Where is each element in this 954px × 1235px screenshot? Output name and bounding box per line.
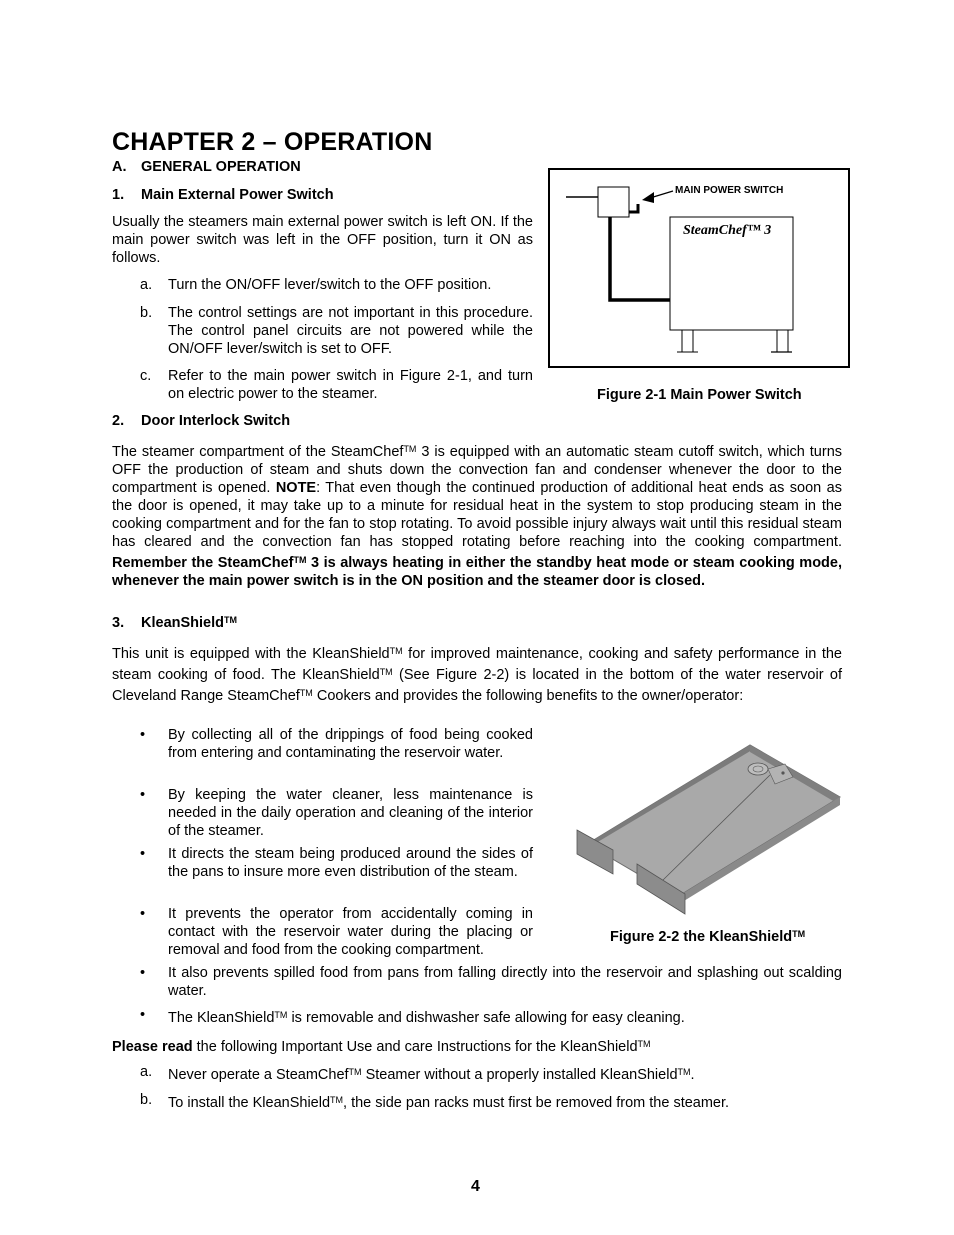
warning-text: Remember the SteamChef™ 3 is always heating in either the standby heat mode or steam cooking mode, whenever the main power switch is in the ON position and the steamer door is closed. — [112, 555, 843, 589]
step-marker: a. — [140, 277, 153, 293]
step-text: The control settings are not important in this procedure. The control panel circuits are not powered while the ON/OFF lever/switch is set to OFF. — [168, 305, 533, 357]
bullet-icon: • — [140, 1007, 146, 1023]
chapter-title: CHAPTER 2 – OPERATION — [112, 128, 433, 156]
step-marker: b. — [140, 305, 153, 321]
figure-kleanshield — [575, 742, 843, 917]
step-marker: a. — [140, 1064, 153, 1080]
please-read-paragraph: Please read the following Important Use and care Instructions for the KleanShield™ — [112, 1039, 651, 1055]
section-a-title: GENERAL OPERATION — [141, 159, 301, 175]
figure-main-power-switch — [548, 168, 850, 368]
section-3-number: 3. — [112, 615, 125, 631]
section-1-number: 1. — [112, 187, 125, 203]
page-number: 4 — [471, 1178, 480, 1195]
figure-2-1-caption: Figure 2-1 Main Power Switch — [597, 387, 802, 403]
section-a-label: A. — [112, 159, 127, 175]
section-2-title: Door Interlock Switch — [141, 413, 291, 429]
bullet-icon: • — [140, 727, 146, 743]
section-2-number: 2. — [112, 413, 125, 429]
note-label: NOTE — [275, 480, 317, 496]
section-3-title: KleanShield — [141, 615, 224, 631]
step-text: Turn the ON/OFF lever/switch to the OFF position. — [168, 277, 492, 293]
figure-2-2-caption: Figure 2-2 the KleanShield™ — [610, 929, 806, 945]
bullet-icon: • — [140, 787, 146, 803]
section-2-paragraph: The steamer compartment of the SteamChef™ 3 is equipped with an automatic steam cutoff switch, which turns OFF the production of steam and shuts down the convection fan and condenser whenever the door to the compartment is opened. NOTE: That even though the continued production of additional heat ends as soon as the door is opened, it may take up to a minute for residual heat in the system to stop producing steam in the cooking compartment and for the fan to stop rotating. To avoid possible injury always wait until this residual steam has cleared and the convection fan has stopped rotating before reaching into the cooking compartment. Remember the SteamChef™ 3 is always heating in either the standby heat mode or steam cooking mode, whenever the main power switch is in the ON position and the steamer door is closed. — [112, 444, 843, 589]
step-marker: b. — [140, 1092, 153, 1108]
bullet-icon: • — [140, 846, 146, 862]
section-1-heading — [112, 187, 334, 203]
bullet-icon: • — [140, 965, 146, 981]
steamchef-unit-label: SteamChef™ 3 — [683, 223, 772, 238]
kleanshield-tray-icon — [575, 742, 843, 917]
section-2-heading — [112, 413, 290, 429]
section-3-heading: 3. KleanShield™ — [112, 615, 237, 631]
main-power-switch-label: MAIN POWER SWITCH — [675, 185, 784, 196]
section-a-heading — [112, 159, 301, 175]
section-1-title: Main External Power Switch — [141, 187, 334, 203]
section-3-intro: This unit is equipped with the KleanShield™ for improved maintenance, cooking and safety performance in the steam cooking of food. The KleanShield™ (See Figure 2-2) is located in the bottom of the water reservoir of Cleveland Range SteamChef™ Cookers and provides the following benefits to the owner/operator: — [112, 646, 842, 704]
step-text: Refer to the main power switch in Figure 2-1, and turn on electric power to the steamer. — [168, 368, 533, 402]
please-read-label: Please read — [112, 1039, 193, 1055]
step-marker: c. — [140, 368, 152, 384]
bullet-icon: • — [140, 906, 146, 922]
power-switch-diagram-icon — [550, 170, 848, 366]
section-1-intro: Usually the steamers main external power switch is left ON. If the main power switch was left in the OFF position, turn it ON as follows. — [112, 214, 533, 266]
